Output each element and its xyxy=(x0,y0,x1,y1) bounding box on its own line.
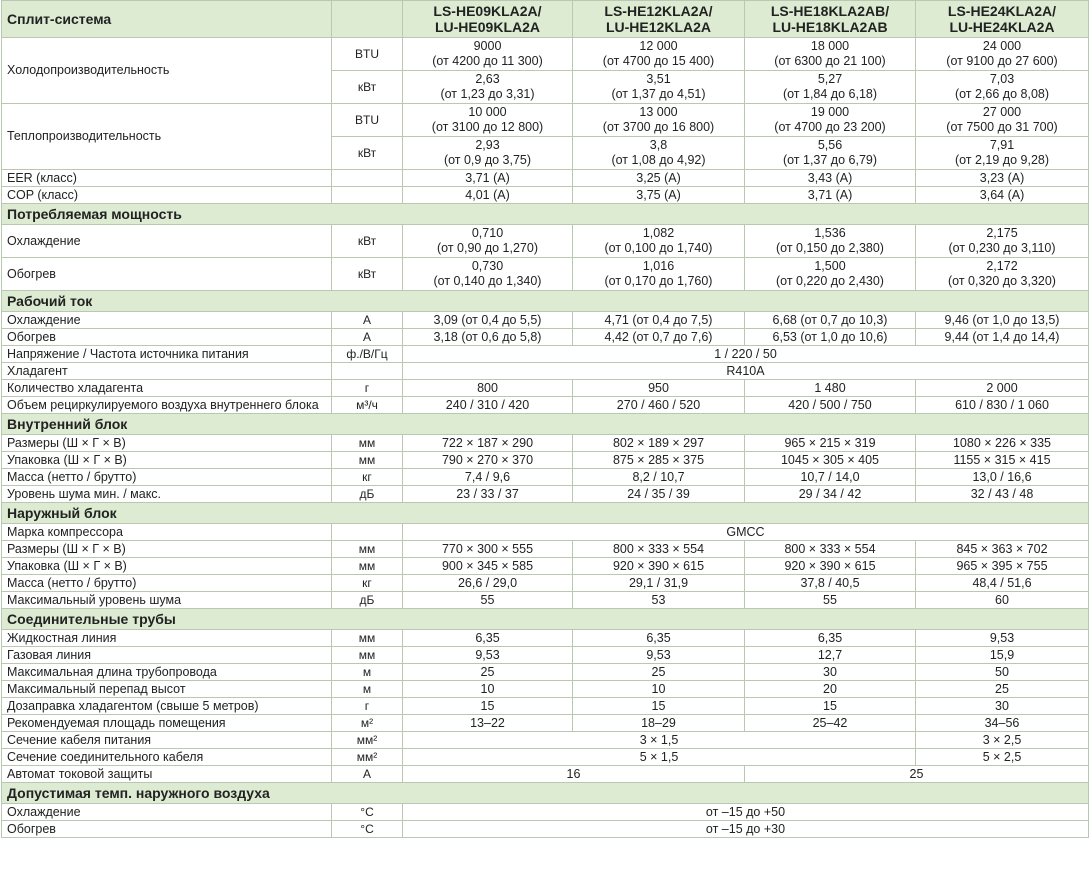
spec-table-body xyxy=(2,1,1089,838)
section-title: Рабочий ток xyxy=(2,291,1089,312)
value-cell xyxy=(573,225,745,258)
value-cell: 1155 × 315 × 415 xyxy=(916,452,1089,469)
row-label: Масса (нетто / брутто) xyxy=(2,469,332,486)
value-cell: 23 / 33 / 37 xyxy=(403,486,573,503)
row-label: Упаковка (Ш × Г × В) xyxy=(2,558,332,575)
unit-cell xyxy=(332,170,403,187)
table-row xyxy=(2,575,1089,592)
value-cell: 3,09 (от 0,4 до 5,5) xyxy=(403,312,573,329)
value-main: 5,27 xyxy=(817,72,843,86)
value-range: (от 4700 до 23 200) xyxy=(774,120,886,134)
table-row xyxy=(2,630,1089,647)
value-cell: 6,35 xyxy=(745,630,916,647)
unit-cell: м³/ч xyxy=(332,397,403,414)
value-range: (от 6300 до 21 100) xyxy=(774,54,886,68)
section-title: Внутренний блок xyxy=(2,414,1089,435)
unit-cell: мм xyxy=(332,435,403,452)
header-title: Сплит-система xyxy=(2,1,332,38)
table-row xyxy=(2,435,1089,452)
value-cell: 3,18 (от 0,6 до 5,8) xyxy=(403,329,573,346)
table-row xyxy=(2,486,1089,503)
table-row xyxy=(2,804,1089,821)
value-main: 2,172 xyxy=(986,259,1018,273)
table-row xyxy=(2,258,1089,291)
value-cell: 18–29 xyxy=(573,715,745,732)
value-cell: 802 × 189 × 297 xyxy=(573,435,745,452)
unit-cell xyxy=(332,524,403,541)
header-row xyxy=(2,1,1089,38)
value-main: 24 000 xyxy=(982,39,1022,53)
value-cell: 55 xyxy=(745,592,916,609)
header-model xyxy=(403,1,573,38)
header-model xyxy=(573,1,745,38)
unit-cell: м² xyxy=(332,715,403,732)
table-row xyxy=(2,749,1089,766)
table-row xyxy=(2,698,1089,715)
row-label: Сечение соединительного кабеля xyxy=(2,749,332,766)
table-row xyxy=(2,681,1089,698)
value-cell: 13–22 xyxy=(403,715,573,732)
row-label: Максимальный перепад высот xyxy=(2,681,332,698)
unit-cell: А xyxy=(332,312,403,329)
value-cell: 770 × 300 × 555 xyxy=(403,541,573,558)
value-range: (от 0,170 до 1,760) xyxy=(604,274,713,288)
table-row xyxy=(2,732,1089,749)
unit-cell: дБ xyxy=(332,592,403,609)
table-row xyxy=(2,170,1089,187)
row-label: Упаковка (Ш × Г × В) xyxy=(2,452,332,469)
unit-cell: мм² xyxy=(332,732,403,749)
value-cell: 25 xyxy=(403,664,573,681)
section-row xyxy=(2,503,1089,524)
value-main: 1,500 xyxy=(814,259,846,273)
value-cell xyxy=(403,137,573,170)
table-row xyxy=(2,541,1089,558)
value-cell xyxy=(916,137,1089,170)
value-cell: от –15 до +50 xyxy=(403,804,1089,821)
table-row xyxy=(2,664,1089,681)
table-row xyxy=(2,346,1089,363)
value-cell: 875 × 285 × 375 xyxy=(573,452,745,469)
value-range: (от 7500 до 31 700) xyxy=(946,120,1058,134)
value-cell xyxy=(403,104,573,137)
row-label: Напряжение / Частота источника питания xyxy=(2,346,332,363)
value-range: (от 4700 до 15 400) xyxy=(602,54,715,68)
value-cell: 800 × 333 × 554 xyxy=(745,541,916,558)
value-cell: 900 × 345 × 585 xyxy=(403,558,573,575)
unit-cell: м xyxy=(332,664,403,681)
value-cell xyxy=(916,225,1089,258)
row-label: Размеры (Ш × Г × В) xyxy=(2,435,332,452)
value-range: (от 1,84 до 6,18) xyxy=(782,87,878,101)
row-label: Охлаждение xyxy=(2,804,332,821)
unit-cell: мм xyxy=(332,647,403,664)
value-range: (от 0,90 до 1,270) xyxy=(436,241,538,255)
value-range: (от 1,37 до 4,51) xyxy=(611,87,706,101)
section-title: Наружный блок xyxy=(2,503,1089,524)
unit-cell: кВт xyxy=(332,258,403,291)
value-cell: 3,64 (A) xyxy=(916,187,1089,204)
spec-table xyxy=(1,0,1089,838)
value-cell: 15 xyxy=(403,698,573,715)
value-range: (от 1,37 до 6,79) xyxy=(782,153,878,167)
row-label: Объем рециркулируемого воздуха внутреннего блока xyxy=(2,397,332,414)
value-main: 13 000 xyxy=(639,105,678,119)
unit-cell xyxy=(332,187,403,204)
value-main: 3,51 xyxy=(646,72,671,86)
unit-cell: °С xyxy=(332,804,403,821)
value-cell xyxy=(916,71,1089,104)
value-main: 5,56 xyxy=(817,138,843,152)
value-cell: 950 xyxy=(573,380,745,397)
table-row xyxy=(2,647,1089,664)
value-cell xyxy=(403,225,573,258)
value-range: (от 0,9 до 3,75) xyxy=(443,153,532,167)
model-line-1: LS-HE12KLA2A/ xyxy=(604,3,713,19)
row-label: Жидкостная линия xyxy=(2,630,332,647)
value-range: (от 0,230 до 3,110) xyxy=(948,241,1056,255)
model-line-2: LU-HE24KLA2A xyxy=(949,19,1055,35)
value-range: (от 3700 до 16 800) xyxy=(602,120,715,134)
value-cell: 53 xyxy=(573,592,745,609)
value-cell: от –15 до +30 xyxy=(403,821,1089,838)
value-cell: 60 xyxy=(916,592,1089,609)
value-cell xyxy=(745,225,916,258)
table-row xyxy=(2,363,1089,380)
header-unit-cell xyxy=(332,1,403,38)
value-range: (от 2,66 до 8,08) xyxy=(954,87,1050,101)
section-row xyxy=(2,609,1089,630)
value-cell xyxy=(916,104,1089,137)
unit-cell: г xyxy=(332,380,403,397)
row-label: Марка компрессора xyxy=(2,524,332,541)
row-label: Газовая линия xyxy=(2,647,332,664)
value-range: (от 1,23 до 3,31) xyxy=(440,87,535,101)
value-cell: 800 xyxy=(403,380,573,397)
value-cell xyxy=(403,71,573,104)
unit-cell: дБ xyxy=(332,486,403,503)
value-cell xyxy=(573,137,745,170)
model-line-2: LU-HE12KLA2A xyxy=(605,19,711,35)
value-range: (от 4200 до 11 300) xyxy=(432,54,543,68)
value-main: 3,8 xyxy=(649,138,668,152)
value-range: (от 1,08 до 4,92) xyxy=(611,153,706,167)
value-range: (от 3100 до 12 800) xyxy=(431,120,544,134)
value-range: (от 9100 до 27 600) xyxy=(946,54,1058,68)
value-range: (от 0,150 до 2,380) xyxy=(776,241,884,255)
row-label: Сечение кабеля питания xyxy=(2,732,332,749)
row-label: Максимальный уровень шума xyxy=(2,592,332,609)
value-cell: 9,53 xyxy=(573,647,745,664)
value-cell xyxy=(573,71,745,104)
value-cell: 25–42 xyxy=(745,715,916,732)
value-main: 1,082 xyxy=(642,226,675,240)
value-main: 12 000 xyxy=(639,39,678,53)
value-main: 2,63 xyxy=(475,72,500,86)
value-cell: 15 xyxy=(573,698,745,715)
value-main: 1,536 xyxy=(814,226,846,240)
table-row xyxy=(2,380,1089,397)
value-cell: GMCC xyxy=(403,524,1089,541)
value-cell: 13,0 / 16,6 xyxy=(916,469,1089,486)
unit-cell: кг xyxy=(332,469,403,486)
value-cell: 10 xyxy=(403,681,573,698)
value-cell: 12,7 xyxy=(745,647,916,664)
value-cell: 26,6 / 29,0 xyxy=(403,575,573,592)
model-line-1: LS-HE09KLA2A/ xyxy=(433,3,542,19)
unit-cell: °С xyxy=(332,821,403,838)
table-row xyxy=(2,187,1089,204)
unit-cell: кВт xyxy=(332,137,403,170)
unit-cell: А xyxy=(332,766,403,783)
unit-cell: мм xyxy=(332,558,403,575)
value-cell xyxy=(745,137,916,170)
value-cell xyxy=(745,38,916,71)
row-label: Хладагент xyxy=(2,363,332,380)
value-cell xyxy=(916,258,1089,291)
row-label: Количество хладагента xyxy=(2,380,332,397)
value-cell: 20 xyxy=(745,681,916,698)
value-main: 1,016 xyxy=(642,259,675,273)
value-main: 19 000 xyxy=(810,105,850,119)
unit-cell: мм xyxy=(332,452,403,469)
value-range: (от 0,220 до 2,430) xyxy=(776,274,884,288)
value-cell xyxy=(745,104,916,137)
value-cell: 9,44 (от 1,4 до 14,4) xyxy=(916,329,1089,346)
value-cell: 50 xyxy=(916,664,1089,681)
value-main: 2,93 xyxy=(475,138,500,152)
row-label: Автомат токовой защиты xyxy=(2,766,332,783)
value-cell: 5 × 1,5 xyxy=(403,749,916,766)
value-cell: 965 × 215 × 319 xyxy=(745,435,916,452)
header-model xyxy=(916,1,1089,38)
value-cell: 30 xyxy=(745,664,916,681)
value-cell: 920 × 390 × 615 xyxy=(745,558,916,575)
table-row xyxy=(2,397,1089,414)
value-cell: 920 × 390 × 615 xyxy=(573,558,745,575)
value-cell: 4,71 (от 0,4 до 7,5) xyxy=(573,312,745,329)
section-row xyxy=(2,291,1089,312)
value-cell: 34–56 xyxy=(916,715,1089,732)
row-label: Теплопроизводительность xyxy=(2,104,332,170)
row-label: COP (класс) xyxy=(2,187,332,204)
table-row xyxy=(2,312,1089,329)
value-cell: 30 xyxy=(916,698,1089,715)
unit-cell: кВт xyxy=(332,71,403,104)
value-cell xyxy=(573,104,745,137)
section-title: Допустимая темп. наружного воздуха xyxy=(2,783,1089,804)
value-range: (от 0,320 до 3,320) xyxy=(948,274,1056,288)
value-cell: 1080 × 226 × 335 xyxy=(916,435,1089,452)
value-main: 0,710 xyxy=(471,226,504,240)
value-main: 10 000 xyxy=(468,105,507,119)
value-cell xyxy=(745,258,916,291)
value-cell: 3,43 (A) xyxy=(745,170,916,187)
value-cell: 420 / 500 / 750 xyxy=(745,397,916,414)
unit-cell: кг xyxy=(332,575,403,592)
model-line-1: LS-HE24KLA2A/ xyxy=(947,3,1057,19)
value-range: (от 0,100 до 1,740) xyxy=(604,241,713,255)
value-cell: 25 xyxy=(916,681,1089,698)
table-row xyxy=(2,452,1089,469)
section-title: Соединительные трубы xyxy=(2,609,1089,630)
value-range: (от 0,140 до 1,340) xyxy=(433,274,542,288)
table-row xyxy=(2,715,1089,732)
value-main: 27 000 xyxy=(982,105,1022,119)
header-model xyxy=(745,1,916,38)
value-cell: 9,53 xyxy=(916,630,1089,647)
value-cell: 722 × 187 × 290 xyxy=(403,435,573,452)
value-cell: 3 × 2,5 xyxy=(916,732,1089,749)
value-cell: 1 / 220 / 50 xyxy=(403,346,1089,363)
row-label: Охлаждение xyxy=(2,225,332,258)
value-cell: 845 × 363 × 702 xyxy=(916,541,1089,558)
unit-cell: мм xyxy=(332,630,403,647)
section-row xyxy=(2,783,1089,804)
value-cell: 6,53 (от 1,0 до 10,6) xyxy=(745,329,916,346)
value-cell: 29,1 / 31,9 xyxy=(573,575,745,592)
unit-cell: ф./В/Гц xyxy=(332,346,403,363)
value-cell xyxy=(403,258,573,291)
table-row xyxy=(2,225,1089,258)
value-cell: 965 × 395 × 755 xyxy=(916,558,1089,575)
value-cell: 3,71 (A) xyxy=(745,187,916,204)
value-cell xyxy=(573,38,745,71)
table-row xyxy=(2,524,1089,541)
value-cell: 48,4 / 51,6 xyxy=(916,575,1089,592)
value-range: (от 2,19 до 9,28) xyxy=(954,153,1050,167)
row-label: Обогрев xyxy=(2,258,332,291)
value-cell: 1045 × 305 × 405 xyxy=(745,452,916,469)
row-label: Максимальная длина трубопровода xyxy=(2,664,332,681)
value-cell: 25 xyxy=(573,664,745,681)
value-cell: 9,46 (от 1,0 до 13,5) xyxy=(916,312,1089,329)
unit-cell: мм xyxy=(332,541,403,558)
unit-cell: BTU xyxy=(332,104,403,137)
value-cell: 3,75 (A) xyxy=(573,187,745,204)
value-cell xyxy=(745,71,916,104)
table-row xyxy=(2,558,1089,575)
value-cell: 9,53 xyxy=(403,647,573,664)
table-row xyxy=(2,329,1089,346)
value-main: 0,730 xyxy=(471,259,504,273)
value-cell: 25 xyxy=(745,766,1089,783)
value-cell: 10 xyxy=(573,681,745,698)
value-cell: R410A xyxy=(403,363,1089,380)
value-main: 18 000 xyxy=(810,39,850,53)
value-cell: 4,01 (A) xyxy=(403,187,573,204)
value-cell: 32 / 43 / 48 xyxy=(916,486,1089,503)
row-label: Дозаправка хладагентом (свыше 5 метров) xyxy=(2,698,332,715)
table-row xyxy=(2,469,1089,486)
unit-cell: м xyxy=(332,681,403,698)
value-cell: 4,42 (от 0,7 до 7,6) xyxy=(573,329,745,346)
unit-cell: мм² xyxy=(332,749,403,766)
value-cell: 800 × 333 × 554 xyxy=(573,541,745,558)
row-label: Холодопроизводительность xyxy=(2,38,332,104)
section-title: Потребляемая мощность xyxy=(2,204,1089,225)
value-cell: 7,4 / 9,6 xyxy=(403,469,573,486)
value-cell xyxy=(916,38,1089,71)
value-cell: 55 xyxy=(403,592,573,609)
value-main: 7,03 xyxy=(989,72,1015,86)
value-main: 7,91 xyxy=(989,138,1015,152)
value-cell: 3 × 1,5 xyxy=(403,732,916,749)
value-cell: 8,2 / 10,7 xyxy=(573,469,745,486)
value-cell: 3,23 (A) xyxy=(916,170,1089,187)
section-row xyxy=(2,204,1089,225)
value-cell: 270 / 460 / 520 xyxy=(573,397,745,414)
value-cell: 29 / 34 / 42 xyxy=(745,486,916,503)
unit-cell: кВт xyxy=(332,225,403,258)
row-label: Размеры (Ш × Г × В) xyxy=(2,541,332,558)
row-label: Обогрев xyxy=(2,821,332,838)
value-cell: 15,9 xyxy=(916,647,1089,664)
value-cell xyxy=(573,258,745,291)
table-row xyxy=(2,38,1089,71)
value-cell: 6,35 xyxy=(573,630,745,647)
section-row xyxy=(2,414,1089,435)
value-cell: 15 xyxy=(745,698,916,715)
value-cell: 240 / 310 / 420 xyxy=(403,397,573,414)
value-cell: 3,71 (A) xyxy=(403,170,573,187)
value-cell: 2 000 xyxy=(916,380,1089,397)
row-label: Масса (нетто / брутто) xyxy=(2,575,332,592)
value-main: 2,175 xyxy=(986,226,1018,240)
table-row xyxy=(2,821,1089,838)
value-cell: 6,35 xyxy=(403,630,573,647)
model-line-2: LU-HE18KLA2AB xyxy=(772,19,888,35)
row-label: Рекомендуемая площадь помещения xyxy=(2,715,332,732)
unit-cell: А xyxy=(332,329,403,346)
value-main: 9000 xyxy=(473,39,502,53)
model-line-2: LU-HE09KLA2A xyxy=(434,19,540,35)
row-label: EER (класс) xyxy=(2,170,332,187)
value-cell: 10,7 / 14,0 xyxy=(745,469,916,486)
table-row xyxy=(2,766,1089,783)
model-line-1: LS-HE18KLA2AB/ xyxy=(770,3,890,19)
row-label: Обогрев xyxy=(2,329,332,346)
table-row xyxy=(2,104,1089,137)
unit-cell: г xyxy=(332,698,403,715)
value-cell xyxy=(403,38,573,71)
value-cell: 24 / 35 / 39 xyxy=(573,486,745,503)
table-row xyxy=(2,592,1089,609)
unit-cell: BTU xyxy=(332,38,403,71)
value-cell: 790 × 270 × 370 xyxy=(403,452,573,469)
value-cell: 37,8 / 40,5 xyxy=(745,575,916,592)
row-label: Охлаждение xyxy=(2,312,332,329)
value-cell: 5 × 2,5 xyxy=(916,749,1089,766)
value-cell: 610 / 830 / 1 060 xyxy=(916,397,1089,414)
value-cell: 6,68 (от 0,7 до 10,3) xyxy=(745,312,916,329)
row-label: Уровень шума мин. / макс. xyxy=(2,486,332,503)
value-cell: 3,25 (A) xyxy=(573,170,745,187)
unit-cell xyxy=(332,363,403,380)
value-cell: 1 480 xyxy=(745,380,916,397)
value-cell: 16 xyxy=(403,766,745,783)
